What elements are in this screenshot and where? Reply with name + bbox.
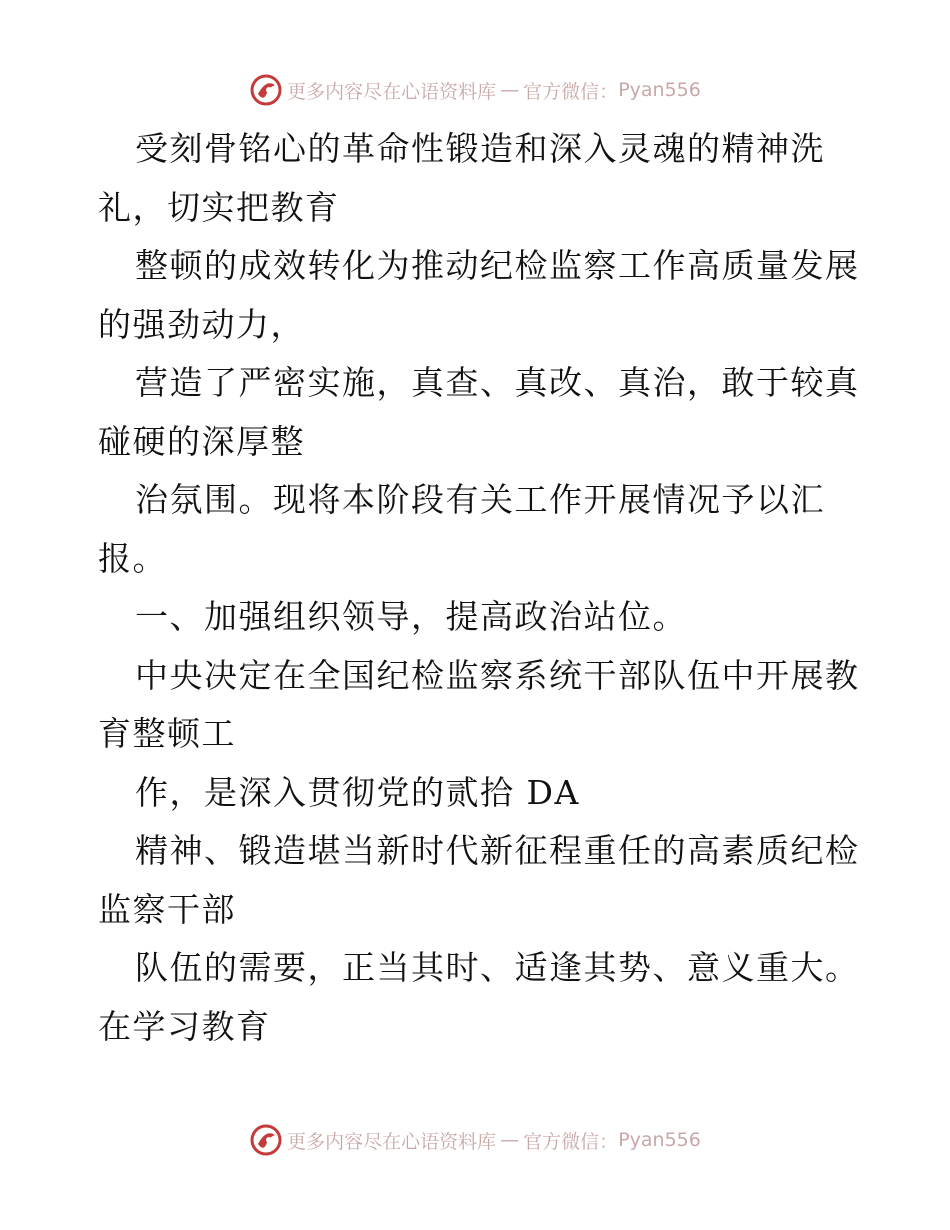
- watermark-wechat-label: 官方微信：: [523, 80, 619, 103]
- red-swirl-logo-icon: [249, 1123, 283, 1157]
- text-line: 监察干部: [98, 889, 236, 929]
- text-line: 的强劲动力，: [98, 304, 305, 344]
- text-line: 作，是深入贯彻党的贰拾 DA: [135, 772, 580, 812]
- watermark-text: 更多内容尽在心语资料库: [287, 80, 497, 103]
- text-line: 受刻骨铭心的革命性锻造和深入灵魂的精神洗: [135, 129, 825, 168]
- text-line: 在学习教育: [98, 1006, 271, 1046]
- text-line: 中央决定在全国纪检监察系统干部队伍中开展教: [135, 655, 860, 695]
- header-watermark: [0, 70, 950, 110]
- watermark-wechat-id: Pyan556: [618, 79, 701, 101]
- watermark-wechat-label: 官方微信：: [523, 1130, 619, 1153]
- text-line: 育整顿工: [98, 714, 236, 753]
- text-line: 礼，切实把教育: [98, 187, 340, 227]
- document-body: [98, 120, 878, 1056]
- watermark-separator: —: [500, 79, 520, 101]
- text-line: 报。: [98, 538, 167, 578]
- text-line: 治氛围。现将本阶段有关工作开展情况予以汇: [135, 480, 825, 519]
- watermark-text: 更多内容尽在心语资料库: [287, 1130, 497, 1153]
- watermark-separator: —: [500, 1129, 520, 1151]
- text-line: 精神、锻造堪当新时代新征程重任的高素质纪检: [135, 831, 860, 870]
- text-line: 碰硬的深厚整: [98, 421, 305, 461]
- red-swirl-logo-icon: [249, 73, 283, 107]
- text-line: 营造了严密实施，真查、真改、真治，敢于较真: [135, 363, 860, 402]
- text-line: 一、加强组织领导，提高政治站位。: [135, 597, 687, 636]
- watermark-wechat-id: Pyan556: [618, 1129, 701, 1151]
- footer-watermark: [0, 1120, 950, 1160]
- text-line: 整顿的成效转化为推动纪检监察工作高质量发展: [135, 246, 860, 285]
- text-line: 队伍的需要，正当其时、适逢其势、意义重大。: [135, 948, 860, 987]
